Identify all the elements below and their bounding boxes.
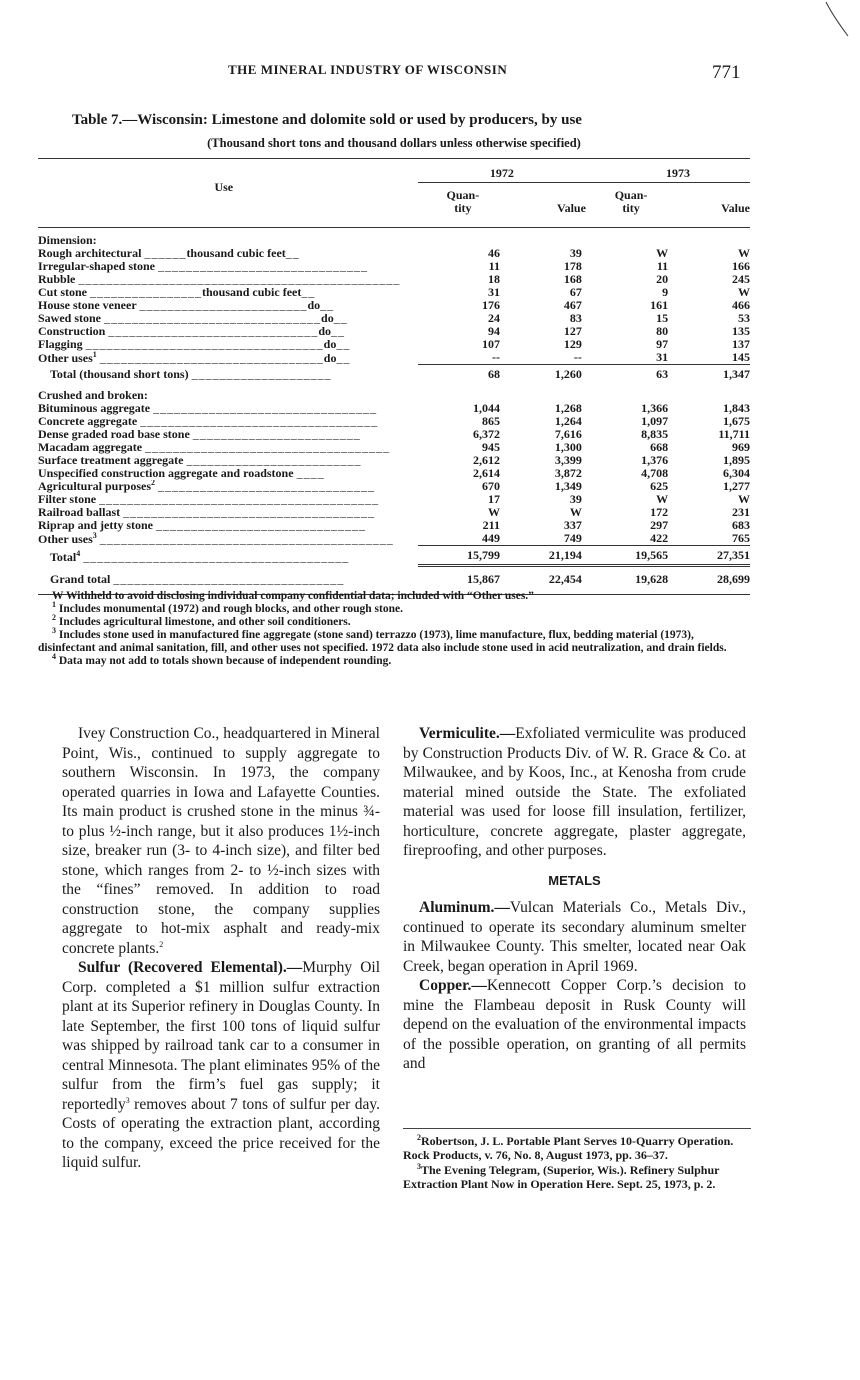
cell-quantity-1972: 1,044 <box>473 401 500 415</box>
cell-quantity-1972: W <box>488 505 500 519</box>
cell-quantity-1972: 2,614 <box>473 466 500 480</box>
cell-quantity-1972: 211 <box>482 518 500 532</box>
table-row-crushed: Surface treatment aggregate _________________________ 2,612 3,399 1,376 1,895 <box>38 453 750 467</box>
cell-value-1973: 135 <box>732 324 750 338</box>
table-row-dimension: Sawed stone _______________________________do__ 24 83 15 53 <box>38 311 750 325</box>
cell-quantity-1972: -- <box>492 350 500 364</box>
row-label: Total <box>50 549 77 564</box>
metals-heading: METALS <box>548 872 601 888</box>
running-title: THE MINERAL INDUSTRY OF WISCONSIN <box>228 62 508 77</box>
table-row-crushed: Unspecified construction aggregate and roadstone ____ 2,614 3,872 4,708 6,304 <box>38 466 750 480</box>
cell-quantity-1972: 11 <box>488 259 500 273</box>
cell-value-1972: 67 <box>569 285 582 299</box>
cell-quantity-1972: 15,799 <box>418 546 508 566</box>
cell-quantity-1972: 865 <box>482 414 500 428</box>
table-row-crushed: Railroad ballast ____________________________________ W W 172 231 <box>38 505 750 519</box>
cell-value-1973: 166 <box>732 259 750 273</box>
copper-heading: Copper.— <box>419 977 487 994</box>
row-label: Railroad ballast <box>38 506 121 519</box>
cell-value-1972: 1,260 <box>508 365 586 384</box>
cell-quantity-1973: 668 <box>650 440 669 454</box>
column-header-1972: 1972 <box>418 159 586 183</box>
cell-value-1972: 1,300 <box>554 440 582 454</box>
table-row-dimension: House stone veneer ________________________do__ 176 467 161 466 <box>38 298 750 312</box>
row-unit: do <box>318 325 332 338</box>
cell-value-1973: 765 <box>732 531 750 545</box>
cell-value-1972: 168 <box>563 272 582 286</box>
column-header-value-1973: Value <box>721 201 750 215</box>
table-row-crushed: Concrete aggregate __________________________________ 865 1,264 1,097 1,675 <box>38 414 750 428</box>
table-row-crushed: Other uses$^3$ __________________________________________ 449 749 422 765 <box>38 531 750 546</box>
cell-quantity-1973: 172 <box>650 505 669 519</box>
cell-value-1973: 6,304 <box>723 466 750 480</box>
cell-value-1972: -- <box>573 350 582 364</box>
footnote-ref: 1 <box>92 351 97 359</box>
row-label: Riprap and jetty stone <box>38 519 154 532</box>
cell-value-1972: 127 <box>563 324 582 338</box>
row-unit: thousand cubic feet <box>186 247 286 260</box>
vermiculite-heading: Vermiculite.— <box>419 725 516 742</box>
cell-value-1973: W <box>738 285 750 299</box>
cell-value-1972: 83 <box>569 311 582 325</box>
cell-quantity-1972: 449 <box>482 531 500 545</box>
cell-value-1973: 53 <box>738 311 750 325</box>
cell-quantity-1973: 19,628 <box>586 566 676 589</box>
cell-quantity-1972: 31 <box>488 285 500 299</box>
column-header-quantity-1972: Quan- tity <box>446 188 480 215</box>
section-heading-crushed: Crushed and broken: <box>38 388 148 402</box>
cell-quantity-1973: 9 <box>662 285 669 299</box>
cell-quantity-1973: 20 <box>656 272 669 286</box>
cell-quantity-1972: 6,372 <box>473 427 500 441</box>
row-unit: do <box>323 338 337 351</box>
footnote-4: $^4$ Data may not add to totals shown because of independent rounding. <box>52 652 392 667</box>
row-label: Rough architectural <box>38 247 142 260</box>
cell-quantity-1972: 94 <box>488 324 500 338</box>
row-label: Dense graded road base stone <box>38 428 190 441</box>
cell-value-1973: 1,895 <box>723 453 750 467</box>
row-label: Total (thousand short tons) <box>50 367 189 381</box>
cell-value-1973: 11,711 <box>718 427 750 441</box>
table-row-crushed: Dense graded road base stone ________________________ 6,372 7,616 8,835 11,711 <box>38 427 750 441</box>
cell-quantity-1973: 15 <box>656 311 669 325</box>
cell-value-1973: 1,843 <box>723 401 750 415</box>
footnote-ref: 2 <box>151 480 156 487</box>
footnote-2: $^2$ Includes agricultural limestone, and other soil conditioners. <box>52 613 351 628</box>
table-row-dimension-total: Total (thousand short tons) ____________________ 68 1,260 63 1,347 <box>38 365 750 384</box>
cell-value-1973: 1,347 <box>676 365 750 384</box>
row-label: Agricultural purposes <box>38 480 152 493</box>
cell-quantity-1972: 945 <box>482 440 500 454</box>
row-label: Other uses <box>38 351 93 365</box>
row-label: Construction <box>38 325 106 338</box>
table-row-crushed: Filter stone ________________________________________ 17 39 W W <box>38 492 750 506</box>
row-label: Flagging <box>38 338 83 351</box>
sulfur-heading: Sulfur (Recovered Elemental).— <box>78 959 303 976</box>
cell-quantity-1972: 17 <box>488 492 500 506</box>
corner-scribble-mark <box>822 0 852 40</box>
page-number: 771 <box>712 62 741 83</box>
right-text-column <box>403 724 746 1074</box>
reference-notes <box>403 1128 751 1193</box>
row-label: Surface treatment aggregate <box>38 454 184 467</box>
row-label: Bituminous aggregate <box>38 402 151 415</box>
cell-quantity-1973: 80 <box>656 324 669 338</box>
row-label: Rubble <box>38 273 76 286</box>
table-row-crushed: Riprap and jetty stone ______________________________ 211 337 297 683 <box>38 518 750 532</box>
cell-value-1972: 178 <box>563 259 582 273</box>
cell-value-1973: 137 <box>732 337 750 351</box>
cell-value-1973: 145 <box>732 350 750 364</box>
table-row-dimension: Rough architectural ______thousand cubic feet__ 46 39 W W <box>38 246 750 260</box>
row-unit: do <box>307 299 321 312</box>
row-label: Irregular-shaped stone <box>38 260 155 273</box>
row-label: Grand total <box>50 572 111 586</box>
cell-value-1973: 683 <box>732 518 750 532</box>
cell-quantity-1972: 24 <box>488 311 500 325</box>
cell-value-1973: W <box>738 246 750 260</box>
reference-mark: 3 <box>125 1095 130 1105</box>
cell-quantity-1973: 11 <box>656 259 669 273</box>
table-row-crushed: Macadam aggregate ___________________________________ 945 1,300 668 969 <box>38 440 750 454</box>
aluminum-paragraph: Aluminum.—Vulcan Materials Co., Metals Div., continued to operate its secondary aluminum smelter in Milwaukee County. This smelter, located near Oak Creek, began operation in April 1969. <box>403 899 746 975</box>
cell-value-1972: 129 <box>563 337 582 351</box>
cell-quantity-1973: 1,366 <box>641 401 669 415</box>
cell-value-1972: 39 <box>569 492 582 506</box>
cell-value-1973: 231 <box>732 505 750 519</box>
cell-quantity-1972: 176 <box>482 298 500 312</box>
cell-quantity-1973: 422 <box>650 531 669 545</box>
row-label: House stone veneer <box>38 299 137 312</box>
table-row-dimension: Irregular-shaped stone ______________________________ 11 178 11 166 <box>38 259 750 273</box>
cell-value-1972: 467 <box>563 298 582 312</box>
cell-quantity-1972: 46 <box>488 246 500 260</box>
column-header-1973: 1973 <box>586 159 750 183</box>
cell-quantity-1972: 670 <box>482 479 500 493</box>
cell-value-1972: 3,872 <box>554 466 582 480</box>
cell-quantity-1973: 1,376 <box>641 453 669 467</box>
reference-mark: 2 <box>159 939 164 949</box>
table-row-crushed: Agricultural purposes$^2$ _______________________________ 670 1,349 625 1,277 <box>38 479 750 493</box>
cell-quantity-1973: 625 <box>650 479 669 493</box>
cell-value-1972: 1,264 <box>554 414 582 428</box>
row-label: Other uses <box>38 532 93 546</box>
row-label: Concrete aggregate <box>38 415 138 428</box>
table-row-dimension: Cut stone ________________thousand cubic feet__ 31 67 9 W <box>38 285 750 299</box>
column-header-quantity-1973: Quan- tity <box>614 188 648 215</box>
cell-value-1972: 39 <box>569 246 582 260</box>
table-row-dimension: Other uses$^1$ ________________________________do__ -- -- 31 145 <box>38 350 750 365</box>
cell-value-1972: 1,268 <box>554 401 582 415</box>
cell-value-1973: W <box>738 492 750 506</box>
row-unit: thousand cubic feet <box>202 286 302 299</box>
footnote-1: $^1$ Includes monumental (1972) and rough blocks, and other rough stone. <box>52 600 403 615</box>
aluminum-heading: Aluminum.— <box>419 899 510 916</box>
cell-quantity-1972: 107 <box>482 337 500 351</box>
row-label: Cut stone <box>38 286 88 299</box>
row-unit: do <box>321 312 334 325</box>
table-row-crushed: Bituminous aggregate ________________________________ 1,044 1,268 1,366 1,843 <box>38 401 750 415</box>
cell-value-1972: 749 <box>563 531 582 545</box>
table-row-dimension: Flagging __________________________________do__ 107 129 97 137 <box>38 337 750 351</box>
cell-value-1973: 1,675 <box>723 414 750 428</box>
copper-paragraph: Copper.—Kennecott Copper Corp.’s decision to mine the Flambeau deposit in Rusk County will depend on the evaluation of the environmental impacts of the possible operation, on granting of all permits and <box>403 977 746 1072</box>
table-row-crushed-total: Total$^4$ ______________________________________ 15,799 21,194 19,565 27,351 <box>38 546 750 566</box>
reference-2: $^2$Robertson, J. L. Portable Plant Serves 10-Quarry Operation. Rock Products, v. 76, No. 8, August 1973, pp. 36–37. <box>403 1133 734 1162</box>
cell-quantity-1973: 297 <box>650 518 669 532</box>
cell-value-1973: 969 <box>732 440 750 454</box>
cell-quantity-1973: 19,565 <box>586 546 676 566</box>
cell-quantity-1973: 161 <box>650 298 669 312</box>
row-label: Sawed stone <box>38 312 102 325</box>
cell-value-1973: 27,351 <box>676 546 750 566</box>
left-text-column <box>62 724 380 1173</box>
table-footnotes <box>38 590 750 668</box>
cell-value-1972: 3,399 <box>554 453 582 467</box>
table-row-grand-total: Grand total _________________________________ 15,867 22,454 19,628 28,699 <box>38 566 750 589</box>
sulfur-paragraph: Sulfur (Recovered Elemental).—Murphy Oil Corp. completed a $1 million sulfur extraction plant at its Superior refinery in Douglas County. In late September, the first 100 tons of liquid sulfur was shipped by railroad tank car to a consumer in central Minnesota. The plant eliminates 95% of the sulfur from the firm’s fuel gas supply; it reportedly$^3$ removes about 7 tons of sulfur per day. Costs of operating the extraction plant, according to the company, exceed the price received for the liquid sulfur. <box>62 959 380 1171</box>
footnote-ref: 4 <box>76 548 81 558</box>
cell-quantity-1972: 68 <box>418 365 508 384</box>
table-subtitle: (Thousand short tons and thousand dollars unless otherwise specified) <box>207 136 581 150</box>
footnote-w: W Withheld to avoid disclosing individual company confidential data; included with “Other uses.” <box>52 590 534 602</box>
cell-value-1973: 28,699 <box>676 566 750 589</box>
row-unit: do <box>323 351 337 365</box>
cell-value-1973: 245 <box>732 272 750 286</box>
cell-quantity-1973: 8,835 <box>641 427 669 441</box>
column-header-value-1972: Value <box>557 201 586 215</box>
row-label: Unspecified construction aggregate and roadstone <box>38 467 294 480</box>
column-header-use: Use <box>214 180 234 194</box>
row-label: Macadam aggregate <box>38 441 143 454</box>
table-row-dimension: Construction ______________________________do__ 94 127 80 135 <box>38 324 750 338</box>
cell-quantity-1973: 63 <box>586 365 676 384</box>
vermiculite-paragraph: Vermiculite.—Exfoliated vermiculite was produced by Construction Products Div. of W. R. Grace & Co. at Milwaukee, and by Koos, Inc., at Kenosha from crude material mined outside the State. The exfoliated material was used for loose fill insulation, fertilizer, horticulture, concrete aggregate, plaster aggregate, fireproofing, and other purposes. <box>403 725 746 859</box>
cell-quantity-1973: W <box>656 246 669 260</box>
cell-quantity-1973: 4,708 <box>641 466 669 480</box>
cell-value-1972: 22,454 <box>508 566 586 589</box>
cell-quantity-1972: 18 <box>488 272 500 286</box>
table-row-dimension: Rubble ______________________________________________ 18 168 20 245 <box>38 272 750 286</box>
cell-value-1972: 1,349 <box>554 479 582 493</box>
table-title: Table 7.—Wisconsin: Limestone and dolomite sold or used by producers, by use <box>72 112 582 128</box>
reference-3: $^3$The Evening Telegram, (Superior, Wis.). Refinery Sulphur Extraction Plant Now in Operation Here. Sept. 25, 1973, p. 2. <box>403 1162 720 1191</box>
ivey-paragraph: Ivey Construction Co., headquartered in Mineral Point, Wis., continued to supply aggregate to southern Wisconsin. In 1973, the company operated quarries in Iowa and Lafayette Counties. Its main product is crushed stone in the minus ¾- to plus ½-inch range, but it also produces 1½-inch size, breaker run (3- to 4-inch size), and filter bed stone, which ranges from 2- to ½-inch sizes with the “fines” removed. In addition to road construction stone, the company supplies aggregate to hot-mix asphalt and ready-mix concrete plants.$^2$ <box>62 725 380 957</box>
cell-value-1972: 7,616 <box>554 427 582 441</box>
limestone-dolomite-table <box>38 158 750 595</box>
footnote-ref: 3 <box>92 532 97 540</box>
cell-quantity-1973: W <box>656 492 669 506</box>
cell-value-1972: 337 <box>563 518 582 532</box>
cell-quantity-1973: 97 <box>656 337 669 351</box>
cell-quantity-1972: 15,867 <box>418 566 508 589</box>
cell-quantity-1972: 2,612 <box>473 453 500 467</box>
cell-value-1973: 466 <box>732 298 750 312</box>
section-heading-dimension: Dimension: <box>38 233 97 247</box>
cell-value-1972: W <box>569 505 582 519</box>
footnote-3: $^3$ Includes stone used in manufactured fine aggregate (stone sand) terrazzo (1973), lime manufacture, flux, bedding material (1973), disinfectant and animal sanitation, fill, and other uses not specified. 1972 data also include stone used in acid neutralization, and drain fields. <box>38 626 727 654</box>
cell-quantity-1973: 31 <box>656 350 669 364</box>
cell-quantity-1973: 1,097 <box>641 414 669 428</box>
row-label: Filter stone <box>38 493 97 506</box>
cell-value-1973: 1,277 <box>723 479 750 493</box>
cell-value-1972: 21,194 <box>508 546 586 566</box>
